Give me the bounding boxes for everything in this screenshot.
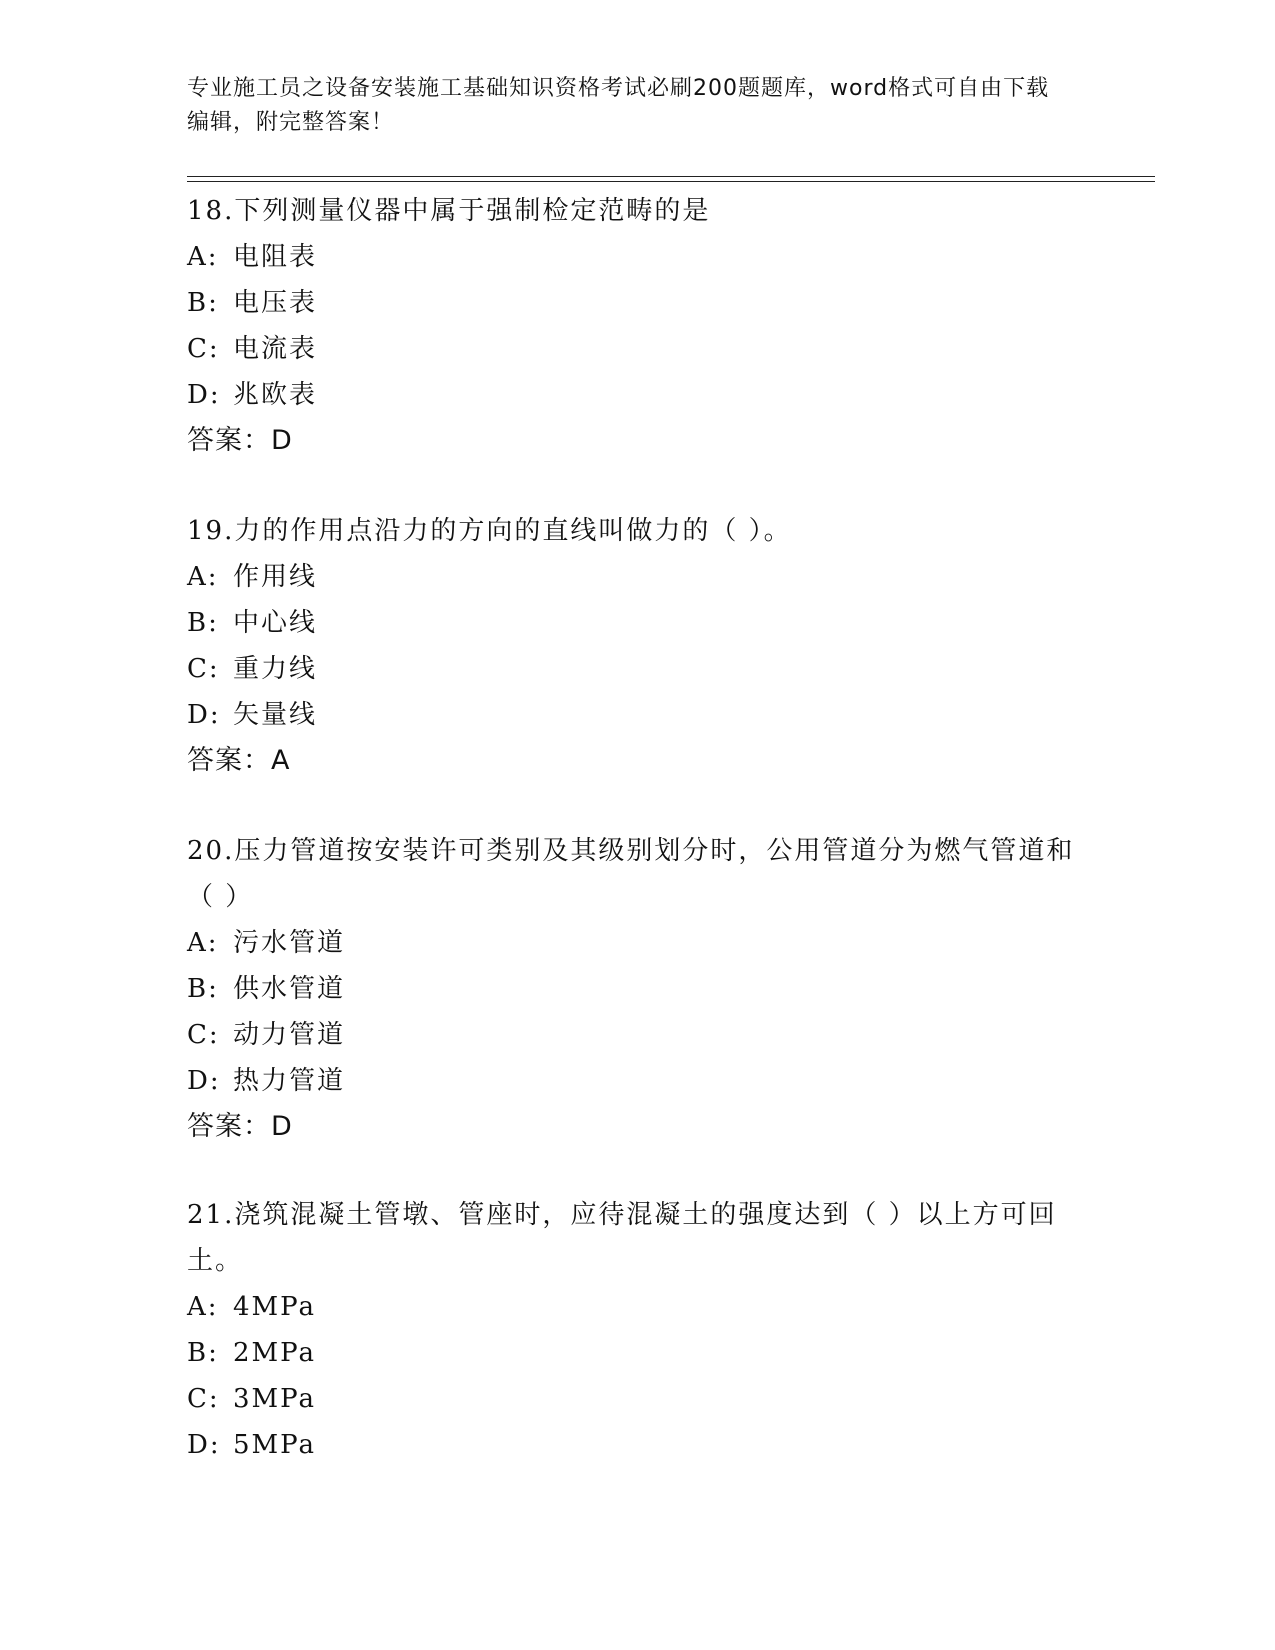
option-key: B: [187,608,219,638]
option-key: C: [187,1384,220,1414]
option-d [187,1058,1087,1104]
option-key: D: [187,380,221,410]
question-text: 20.压力管道按安装许可类别及其级别划分时，公用管道分为燃气管道和（ ） [187,836,1075,912]
option-text: 电阻表 [233,242,318,272]
option-key: A: [187,562,219,592]
option-key: C: [187,654,220,684]
option-text: 中心线 [233,608,318,638]
answer: 答案：D [187,1111,293,1142]
option-key: B: [187,974,219,1004]
option-c [187,1376,1087,1422]
option-key: B: [187,288,219,318]
option-c [187,1012,1087,1058]
option-key: C: [187,334,220,364]
option-key: A: [187,928,219,958]
option-b [187,966,1087,1012]
option-text: 作用线 [233,562,318,592]
option-text: 兆欧表 [233,380,318,410]
option-a [187,920,1087,966]
option-text: 5MPa [233,1430,316,1460]
document-header: 专业施工员之设备安装施工基础知识资格考试必刷200题题库，word格式可自由下载编辑，附完整答案！ [187,76,1050,135]
question-21 [187,1192,1087,1468]
option-text: 电压表 [233,288,318,318]
question-text: 18.下列测量仪器中属于强制检定范畴的是 [187,196,711,226]
option-key: A: [187,1292,219,1322]
option-a [187,554,1087,600]
option-b [187,280,1087,326]
option-d [187,692,1087,738]
option-key: D: [187,1066,221,1096]
question-19 [187,508,1087,784]
answer: 答案：A [187,745,291,776]
option-text: 供水管道 [233,974,346,1004]
option-a [187,234,1087,280]
option-text: 动力管道 [233,1020,346,1050]
question-20 [187,828,1087,1150]
option-b [187,1330,1087,1376]
option-text: 矢量线 [233,700,318,730]
option-a [187,1284,1087,1330]
option-text: 热力管道 [233,1066,346,1096]
question-text: 21.浇筑混凝土管墩、管座时，应待混凝土的强度达到（ ）以上方可回土。 [187,1200,1057,1276]
header-divider-top [187,176,1155,177]
option-key: D: [187,700,221,730]
option-c [187,646,1087,692]
option-text: 重力线 [233,654,318,684]
question-18 [187,188,1087,464]
option-key: C: [187,1020,220,1050]
option-key: D: [187,1430,221,1460]
option-c [187,326,1087,372]
answer: 答案：D [187,425,293,456]
option-key: A: [187,242,219,272]
option-text: 污水管道 [233,928,346,958]
option-text: 4MPa [233,1292,316,1322]
option-d [187,372,1087,418]
option-text: 电流表 [233,334,318,364]
option-text: 3MPa [233,1384,316,1414]
option-d [187,1422,1087,1468]
option-b [187,600,1087,646]
question-text: 19.力的作用点沿力的方向的直线叫做力的（ ）。 [187,516,792,546]
header-divider-bottom [187,181,1155,182]
option-key: B: [187,1338,219,1368]
option-text: 2MPa [233,1338,316,1368]
